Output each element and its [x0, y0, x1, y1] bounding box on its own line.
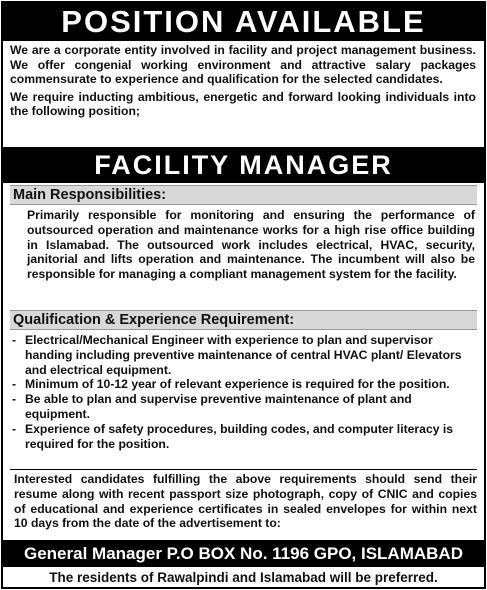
qualification-item: [12, 392, 477, 422]
section-heading-qualification: Qualification & Experience Requirement:: [10, 310, 477, 330]
application-instructions: Interested candidates fulfilling the above requirements should send their resume along with recent passport size photograph, copy of CNIC and copies of educational and experience certificates in sealed envelopes for within next 10 days from the date of the advertisement to:: [14, 472, 477, 531]
bullet-dash: -: [12, 333, 17, 347]
postal-address: General Manager P.O BOX No. 1196 GPO, ISLAMABAD: [3, 540, 484, 567]
bullet-dash: -: [12, 392, 17, 407]
bullet-dash: -: [12, 421, 17, 436]
position-title: FACILITY MANAGER: [3, 147, 484, 183]
qualification-item: [12, 422, 477, 452]
divider: [10, 469, 477, 470]
qualification-item-text: Electrical/Mechanical Engineer with experience to plan and supervisor handing including preventive maintenance of central HVAC plant/ Elevators and electrical equipment.: [25, 333, 462, 377]
residency-preference-note: The residents of Rawalpindi and Islamabad will be preferred.: [49, 570, 438, 585]
responsibilities-text: Primarily responsible for monitoring and ensuring the performance of outsourced operation and maintenance works for a high rise office building in Islamabad. The outsourced work includes electrical, HVAC, security, janitorial and lifts operation and maintenance. The incumbent will also be responsible for managing a compliant management system for the facility.: [27, 208, 475, 282]
qualification-item: [12, 333, 477, 377]
job-advertisement: [1, 1, 486, 589]
qualification-item-text: Minimum of 10-12 year of relevant experience is required for the position.: [25, 377, 450, 392]
qualification-item-text: Experience of safety procedures, building codes, and computer literacy is required for the position.: [25, 421, 454, 451]
company-intro: [10, 43, 476, 122]
qualification-item: [12, 377, 477, 392]
qualification-list: [12, 333, 477, 451]
intro-paragraph-requirement: We require inducting ambitious, energetic and forward looking individuals into the following position;: [10, 89, 476, 119]
section-heading-responsibilities: Main Responsibilities:: [10, 185, 477, 205]
bullet-dash: -: [12, 377, 17, 392]
qualification-item-text: Be able to plan and supervise preventive maintenance of plant and equipment.: [25, 392, 412, 421]
intro-paragraph-company: We are a corporate entity involved in facility and project management business. We offer congenial working environment and attractive salary packages commensurate to experience and qualification for the selected candidates.: [10, 43, 476, 87]
ad-headline: POSITION AVAILABLE: [3, 3, 484, 41]
